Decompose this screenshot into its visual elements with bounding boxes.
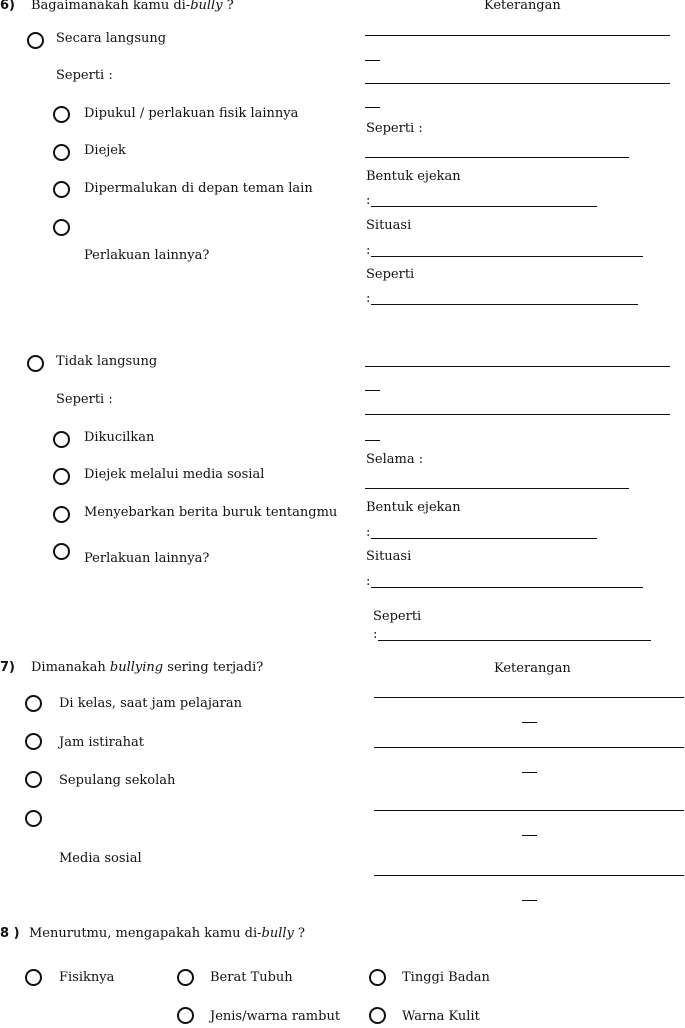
- radio-option[interactable]: [369, 1007, 386, 1024]
- radio-option[interactable]: [53, 181, 70, 198]
- option-label: Dipermalukan di depan teman lain: [84, 181, 313, 196]
- answer-line-tail: [365, 440, 380, 441]
- radio-tidak-langsung[interactable]: [27, 355, 44, 372]
- answer-line-tail: [522, 772, 537, 773]
- answer-line[interactable]: [365, 157, 629, 158]
- answer-line[interactable]: [365, 366, 670, 367]
- answer-line[interactable]: [371, 206, 597, 207]
- note-label: Selama :: [366, 452, 424, 467]
- option-label: Diejek melalui media sosial: [84, 467, 265, 482]
- radio-option[interactable]: [53, 106, 70, 123]
- option-label: Sepulang sekolah: [59, 773, 176, 788]
- radio-option[interactable]: [25, 695, 42, 712]
- q7-number: 7): [0, 660, 15, 675]
- answer-line-tail: [365, 390, 380, 391]
- note-label: Seperti :: [366, 121, 423, 136]
- option-label: Jenis/warna rambut: [210, 1009, 341, 1024]
- note-label: Bentuk ejekan: [366, 500, 461, 515]
- radio-option[interactable]: [25, 810, 42, 827]
- answer-line[interactable]: [374, 697, 684, 698]
- note-label: Seperti: [366, 267, 415, 282]
- radio-secara-langsung[interactable]: [27, 32, 44, 49]
- q6-question: Bagaimanakah kamu di-bully ?: [31, 0, 234, 13]
- option-label: Secara langsung: [56, 31, 167, 46]
- answer-line[interactable]: [371, 256, 643, 257]
- answer-line[interactable]: [365, 488, 629, 489]
- q8-question: Menurutmu, mengapakah kamu di-bully ?: [29, 926, 305, 941]
- q7-question: Dimanakah bullying sering terjadi?: [31, 660, 264, 675]
- answer-line[interactable]: [371, 304, 638, 305]
- option-label: Diejek: [84, 143, 126, 158]
- answer-line[interactable]: [365, 414, 670, 415]
- answer-line-tail: [365, 60, 380, 61]
- option-label: Dipukul / perlakuan fisik lainnya: [84, 106, 299, 121]
- q8-number: 8 ): [0, 926, 20, 941]
- option-label: Tidak langsung: [56, 354, 158, 369]
- answer-line[interactable]: [374, 810, 684, 811]
- answer-line[interactable]: [365, 35, 670, 36]
- colon: :: [366, 243, 371, 258]
- radio-option[interactable]: [53, 144, 70, 161]
- option-label: Tinggi Badan: [402, 970, 490, 985]
- radio-option[interactable]: [369, 969, 386, 986]
- colon: :: [366, 525, 371, 540]
- colon: :: [366, 193, 371, 208]
- option-label: Jam istirahat: [59, 735, 144, 750]
- radio-option[interactable]: [53, 506, 70, 523]
- option-label: Warna Kulit: [402, 1009, 480, 1024]
- answer-line-tail: [365, 107, 380, 108]
- answer-line-tail: [522, 900, 537, 901]
- answer-line[interactable]: [371, 587, 643, 588]
- q6-keterangan: Keterangan: [484, 0, 561, 13]
- radio-option[interactable]: [53, 543, 70, 560]
- option-label: Media sosial: [59, 851, 142, 866]
- seperti-label: Seperti :: [56, 392, 113, 407]
- q6-number: 6): [0, 0, 15, 13]
- radio-option[interactable]: [53, 431, 70, 448]
- q7-keterangan: Keterangan: [494, 661, 571, 676]
- colon: :: [373, 627, 378, 642]
- radio-option[interactable]: [177, 1007, 194, 1024]
- answer-line[interactable]: [371, 538, 597, 539]
- seperti-label: Seperti :: [56, 68, 113, 83]
- answer-line[interactable]: [374, 747, 684, 748]
- answer-line[interactable]: [374, 875, 684, 876]
- radio-option[interactable]: [53, 468, 70, 485]
- option-label: Dikucilkan: [84, 430, 155, 445]
- radio-option[interactable]: [25, 733, 42, 750]
- note-label: Bentuk ejekan: [366, 169, 461, 184]
- answer-line-tail: [522, 835, 537, 836]
- answer-line-tail: [522, 722, 537, 723]
- radio-option[interactable]: [25, 771, 42, 788]
- note-label: Seperti: [373, 609, 422, 624]
- answer-line[interactable]: [378, 640, 651, 641]
- option-label: Perlakuan lainnya?: [84, 551, 210, 566]
- option-label: Perlakuan lainnya?: [84, 248, 210, 263]
- radio-option[interactable]: [25, 969, 42, 986]
- option-label: Fisiknya: [59, 970, 115, 985]
- note-label: Situasi: [366, 549, 412, 564]
- colon: :: [366, 291, 371, 306]
- radio-option[interactable]: [177, 969, 194, 986]
- option-label: Berat Tubuh: [210, 970, 293, 985]
- option-label: Di kelas, saat jam pelajaran: [59, 696, 242, 711]
- colon: :: [366, 574, 371, 589]
- option-label: Menyebarkan berita buruk tentangmu: [84, 505, 338, 520]
- answer-line[interactable]: [365, 83, 670, 84]
- note-label: Situasi: [366, 218, 412, 233]
- radio-option[interactable]: [53, 219, 70, 236]
